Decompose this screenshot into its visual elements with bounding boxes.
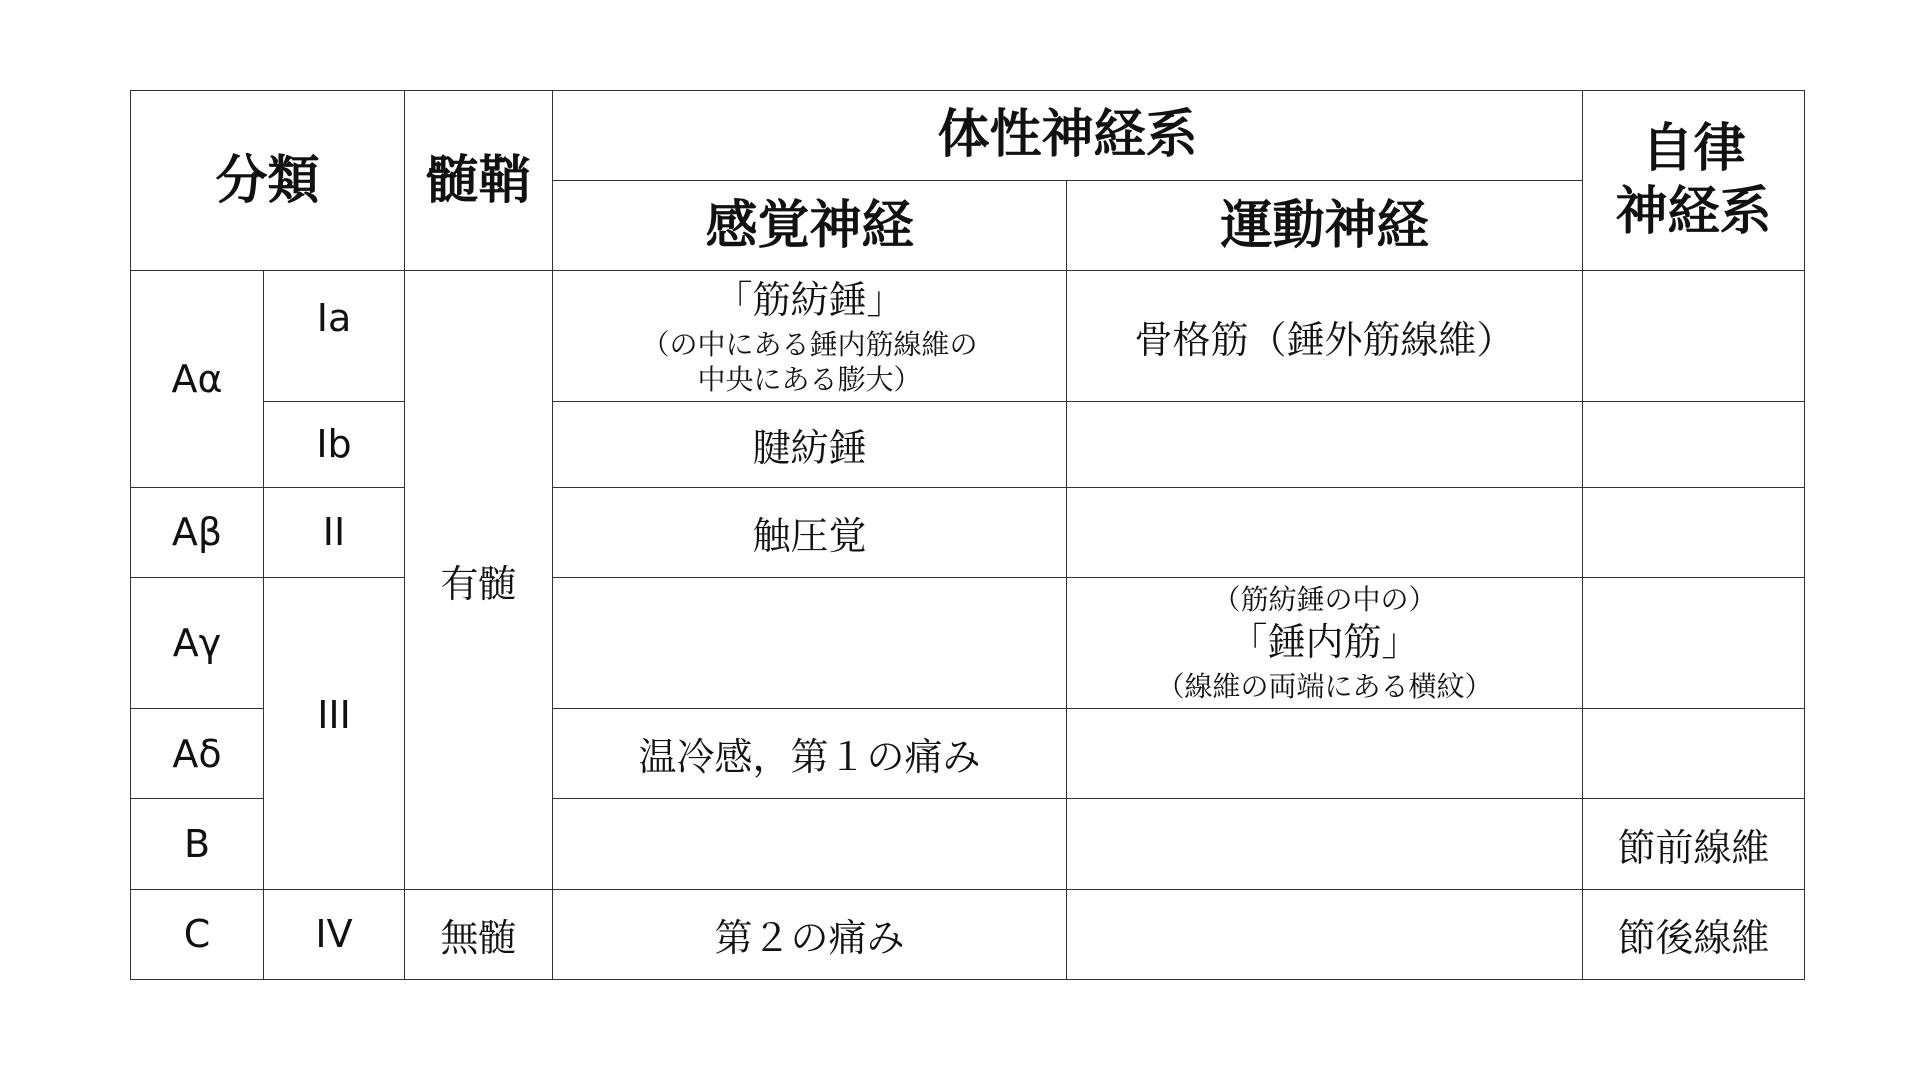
cell-sensory-ii: 触圧覚 xyxy=(553,487,1067,577)
cell-sensory-a-gamma xyxy=(553,578,1067,709)
cell-iii xyxy=(264,578,405,890)
cell-motor-ia: 骨格筋（錘外筋線維） xyxy=(1067,271,1583,401)
cell-autonomic-b: 節前線維 xyxy=(1583,799,1805,889)
cell-ia-label: Ia xyxy=(316,296,352,341)
cell-a-gamma: Aγ xyxy=(131,578,264,709)
cell-a-delta: Aδ xyxy=(131,709,264,799)
header-sensory: 感覚神経 xyxy=(553,181,1067,271)
cell-ii: II xyxy=(264,487,405,577)
cell-a-alpha: Aα xyxy=(131,271,264,487)
cell-sensory-c: 第２の痛み xyxy=(553,889,1067,979)
cell-autonomic-a-delta xyxy=(1583,709,1805,799)
nerve-fiber-classification-table xyxy=(130,90,1805,980)
cell-sensory-b xyxy=(553,799,1067,889)
table-row-ib xyxy=(131,401,1805,487)
table-row-c xyxy=(131,889,1805,979)
header-somatic: 体性神経系 xyxy=(553,91,1583,181)
cell-motor-c xyxy=(1067,889,1583,979)
cell-b: B xyxy=(131,799,264,889)
table-row-ia xyxy=(131,271,1805,401)
sensory-ia-sub1: （の中にある錘内筋線維の xyxy=(641,327,978,361)
header-autonomic-line1: 自律 xyxy=(1641,119,1746,180)
cell-motor-a-delta xyxy=(1067,709,1583,799)
table-row-ii xyxy=(131,487,1805,577)
cell-motor-b xyxy=(1067,799,1583,889)
sensory-ia-main: 「筋紡錘」 xyxy=(714,278,905,323)
header-myelin: 髄鞘 xyxy=(405,91,553,271)
table-row-a-gamma xyxy=(131,578,1805,709)
cell-ib: Ib xyxy=(264,401,405,487)
cell-motor-ib xyxy=(1067,401,1583,487)
cell-autonomic-a-gamma xyxy=(1583,578,1805,709)
cell-autonomic-ii xyxy=(1583,487,1805,577)
cell-c: C xyxy=(131,889,264,979)
cell-sensory-ia xyxy=(553,271,1067,401)
cell-autonomic-ia xyxy=(1583,271,1805,401)
cell-iii-label: III xyxy=(317,693,351,738)
cell-motor-a-gamma xyxy=(1067,578,1583,709)
cell-sensory-ib: 腱紡錘 xyxy=(553,401,1067,487)
header-classification: 分類 xyxy=(131,91,405,271)
sensory-ia-sub2: 中央にある膨大） xyxy=(697,362,922,396)
cell-ia xyxy=(264,271,405,401)
motor-a-gamma-pre: （筋紡錘の中の） xyxy=(1212,583,1437,617)
header-row-top xyxy=(131,91,1805,181)
header-autonomic-line2: 神経系 xyxy=(1615,181,1772,242)
cell-unmyelinated: 無髄 xyxy=(405,889,553,979)
cell-sensory-a-delta: 温冷感，第１の痛み xyxy=(553,709,1067,799)
cell-iv: IV xyxy=(264,889,405,979)
motor-a-gamma-post: （線維の両端にある横紋） xyxy=(1156,669,1493,703)
cell-motor-ii xyxy=(1067,487,1583,577)
header-autonomic xyxy=(1583,91,1805,271)
motor-a-gamma-main: 「錘内筋」 xyxy=(1229,620,1420,665)
cell-autonomic-ib xyxy=(1583,401,1805,487)
header-motor: 運動神経 xyxy=(1067,181,1583,271)
cell-a-beta: Aβ xyxy=(131,487,264,577)
cell-autonomic-c: 節後線維 xyxy=(1583,889,1805,979)
cell-myelinated: 有髄 xyxy=(405,271,553,889)
